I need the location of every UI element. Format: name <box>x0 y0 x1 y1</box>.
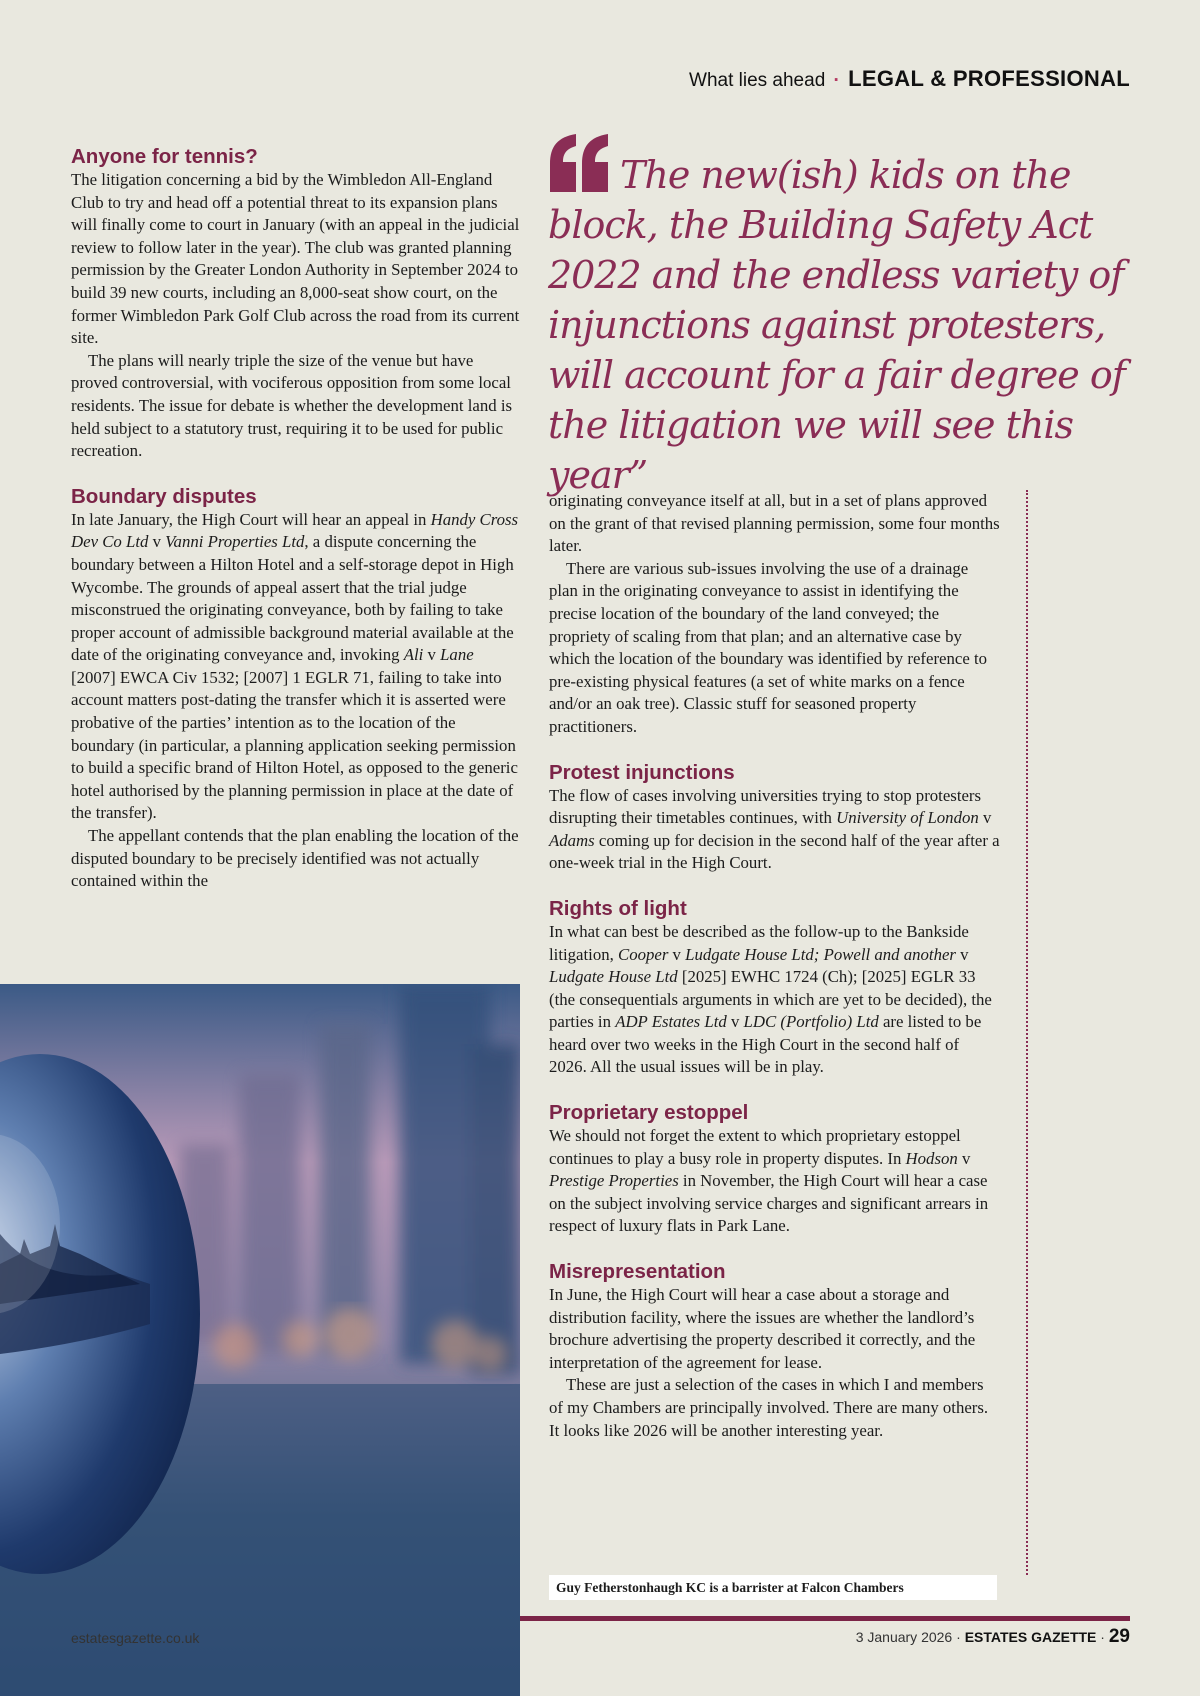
crystal-ball-photo <box>0 984 520 1696</box>
boundary-paragraph-1: In late January, the High Court will hear an appeal in Handy Cross Dev Co Ltd v Vanni Properties Ltd, a dispute concerning the boundary between a Hilton Hotel and a self-storage depot in High Wycombe. The grounds of appeal assert that the trial judge misconstrued the originating conveyance, both by failing to take proper account of admissible background material available at the date of the originating conveyance and, invoking Ali v Lane [2007] EWCA Civ 1532; [2007] 1 EGLR 71, failing to take into account matters post-dating the transfer which it is asserted were probative of the parties’ intention as to the location of the boundary (in particular, a planning application seeking permission to build a specific brand of Hilton Hotel, as opposed to the generic hotel authorised by the planning permission in place at the date of the transfer). <box>71 509 519 823</box>
case-name: Cooper <box>618 944 669 964</box>
footer-website: estatesgazette.co.uk <box>71 1630 200 1646</box>
pull-quote-text: The new(ish) kids on the block, the Building Safety Act 2022 and the endless variety of injunctions against protesters, will account for a fair degree of the litigation we will see this year” <box>548 153 1125 497</box>
author-byline: Guy Fetherstonhaugh KC is a barrister at Falcon Chambers <box>549 1575 997 1600</box>
case-name: Ali <box>403 645 424 665</box>
heading-misrepresentation: Misrepresentation <box>549 1260 726 1284</box>
heading-protest: Protest injunctions <box>549 760 735 784</box>
tennis-paragraph-1: The litigation concerning a bid by the Wimbledon All-England Club to try and head off a potential threat to its expansion plans will finally come to court in January (with an appeal in the judicial review to follow later in the year). The club was granted planning permission by the Greater London Authority in September 2024 to build 39 new courts, including an 8,000-seat show court, on the former Wimbledon Park Golf Club across the road from its current site. <box>71 170 520 348</box>
boundary-paragraph-4: There are various sub-issues involving the use of a drainage plan in the originating conveyance to assist in identifying the precise location of the boundary of the land conveyed; the propriety of scaling from that plan; and an alternative case by which the location of the boundary was identified by reference to pre-existing physical features (a set of white marks on a fence and/or an oak tree). Classic stuff for seasoned property practitioners. <box>549 558 988 736</box>
quote-mark-icon <box>548 134 612 192</box>
case-name: Hodson <box>905 1148 958 1168</box>
section-boundary <box>71 485 521 893</box>
footer-date: 3 January 2026 <box>855 1629 953 1645</box>
case-name: Adams <box>549 830 595 850</box>
column-divider <box>1026 490 1028 1575</box>
case-name: Vanni Properties Ltd <box>165 532 305 552</box>
header-section: LEGAL & PROFESSIONAL <box>848 66 1130 91</box>
photo-illustration <box>0 984 520 1696</box>
left-column <box>71 145 521 915</box>
heading-boundary: Boundary disputes <box>71 484 257 508</box>
protest-paragraph-1: The flow of cases involving universities trying to stop protesters disrupting their timetables continues, with University of London v Adams coming up for decision in the second half of the year after a one-week trial in the High Court. <box>549 785 1000 873</box>
boundary-paragraph-2: The appellant contends that the plan enabling the location of the disputed boundary to be precisely identified was not actually contained within the <box>71 826 519 891</box>
right-column <box>549 490 1001 1464</box>
footer-rule <box>520 1616 1130 1621</box>
heading-light: Rights of light <box>549 896 687 920</box>
case-name: Ludgate House Ltd; Powell and another <box>685 944 956 964</box>
misrep-paragraph-1: In June, the High Court will hear a case about a storage and distribution facility, where the issues are whether the landlord’s brochure advertising the property described it correctly, and the interpretation of the agreement for lease. <box>549 1285 976 1372</box>
pull-quote <box>548 134 1138 500</box>
tennis-paragraph-2: The plans will nearly triple the size of the venue but have proved controversial, with vociferous opposition from some local residents. The issue for debate is whether the development land is held subject to a statutory trust, requiring it to be used for public recreation. <box>71 350 513 461</box>
header-kicker: What lies ahead <box>689 70 826 91</box>
section-boundary-continued <box>549 490 1001 739</box>
case-name: Ludgate House Ltd <box>549 967 678 987</box>
case-name: LDC (Portfolio) Ltd <box>743 1012 879 1032</box>
case-name: University of London <box>836 808 979 828</box>
section-tennis <box>71 145 521 463</box>
section-protest <box>549 761 1001 875</box>
heading-tennis: Anyone for tennis? <box>71 145 258 168</box>
page-number: 29 <box>1108 1626 1130 1647</box>
header-separator: · <box>833 70 840 91</box>
light-paragraph-1: In what can best be described as the follow-up to the Bankside litigation, Cooper v Ludgate House Ltd; Powell and another v Ludgate House Ltd [2025] EWHC 1724 (Ch); [2025] EGLR 33 (the consequentials arguments in which are yet to be decided), the parties in ADP Estates Ltd v LDC (Portfolio) Ltd are listed to be heard over two weeks in the High Court in the second half of 2026. All the usual issues will be in play. <box>549 921 992 1077</box>
section-misrepresentation <box>549 1260 1001 1442</box>
case-name: Handy Cross Dev Co Ltd <box>71 509 519 552</box>
section-estoppel <box>549 1101 1001 1238</box>
footer-publication: ESTATES GAZETTE <box>964 1629 1097 1645</box>
case-name: ADP Estates Ltd <box>615 1012 727 1032</box>
boundary-paragraph-3: originating conveyance itself at all, but in a set of plans approved on the grant of that revised planning permission, some four months later. <box>549 491 1000 556</box>
misrep-paragraph-2: These are just a selection of the cases in which I and members of my Chambers are principally involved. There are many others. It looks like 2026 will be another interesting year. <box>549 1375 989 1440</box>
estoppel-paragraph-1: We should not forget the extent to which proprietary estoppel continues to play a busy role in property disputes. In Hodson v Prestige Properties in November, the High Court will hear a case on the subject involving service charges and significant arrears in respect of luxury flats in Park Lane. <box>549 1126 989 1236</box>
case-name: Prestige Properties <box>549 1171 679 1191</box>
case-name: Lane <box>440 645 474 665</box>
heading-estoppel: Proprietary estoppel <box>549 1101 749 1125</box>
section-light <box>549 897 1001 1079</box>
running-header <box>689 66 1130 92</box>
footer-folio: 3 January 2026 · ESTATES GAZETTE · 29 <box>855 1626 1130 1647</box>
